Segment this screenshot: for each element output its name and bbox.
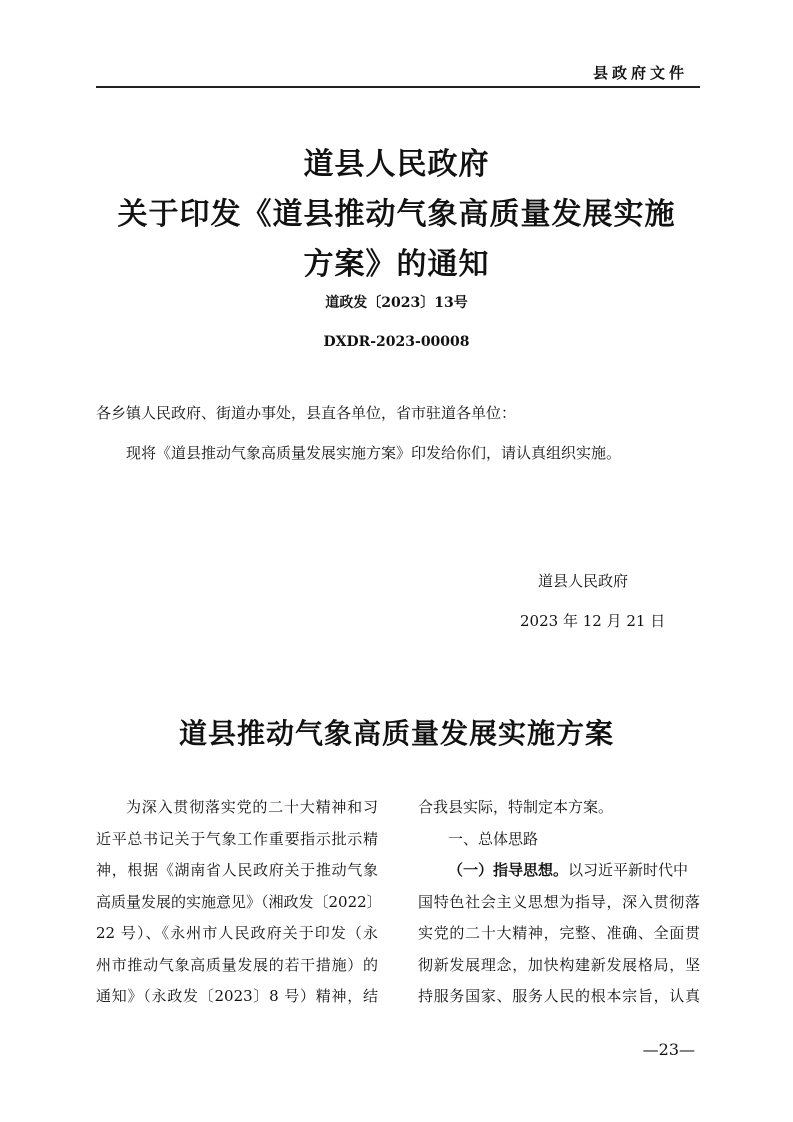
- text-line: 通知》（永政发〔2023〕8 号）精神，结: [96, 987, 378, 1005]
- text-line: 彻新发展理念，加快构建新发展格局，坚: [418, 955, 700, 974]
- page-number: —23—: [642, 1040, 695, 1059]
- signature-date: 2023 年 12 月 21 日: [520, 612, 666, 630]
- text-line: 国特色社会主义思想为指导，深入贯彻落: [418, 892, 700, 911]
- text-line: 合我县实际，特制定本方案。: [418, 798, 614, 816]
- signature-org: 道县人民政府: [538, 572, 629, 590]
- title-line-3: 方案》的通知: [303, 247, 490, 282]
- left-column: [96, 792, 382, 1013]
- right-column: [418, 792, 700, 1013]
- text-line: 神，根据《湖南省人民政府关于推动气象: [96, 861, 378, 879]
- text-line: 州市推动气象高质量发展的若干措施）的: [96, 955, 378, 974]
- title-line-2: 关于印发《道县推动气象高质量发展实施: [117, 197, 676, 232]
- text-line: 高质量发展的实施意见》（湘政发〔2022〕: [96, 892, 382, 911]
- text-line: 近平总书记关于气象工作重要指示批示精: [96, 829, 378, 848]
- header-rule: [96, 86, 700, 88]
- header-label: 县政府文件: [592, 64, 688, 82]
- document-title: [0, 140, 793, 290]
- plan-title: 道县推动气象高质量发展实施方案: [178, 717, 614, 750]
- recipients: 各乡镇人民政府、街道办事处，县直各单位，省市驻道各单位：: [96, 404, 517, 422]
- notice-body: 现将《道县推动气象高质量发展实施方案》印发给你们，请认真组织实施。: [126, 444, 622, 462]
- document-number: 道政发〔2023〕13号: [325, 295, 468, 311]
- subheading-line: [418, 855, 700, 887]
- text-fragment: 以习近平新时代中: [568, 861, 689, 879]
- title-line-1: 道县人民政府: [303, 147, 490, 182]
- text-line: 22 号）、《永州市人民政府关于印发（永: [96, 924, 378, 942]
- subheading: （一）指导思想。: [448, 861, 569, 879]
- section-heading: 一、总体思路: [448, 829, 539, 848]
- document-code: DXDR-2023-00008: [323, 334, 470, 350]
- text-line: 实党的二十大精神，完整、准确、全面贯: [418, 924, 700, 942]
- text-line: 持服务国家、服务人民的根本宗旨，认真: [418, 987, 700, 1005]
- text-line: 为深入贯彻落实党的二十大精神和习: [126, 798, 378, 816]
